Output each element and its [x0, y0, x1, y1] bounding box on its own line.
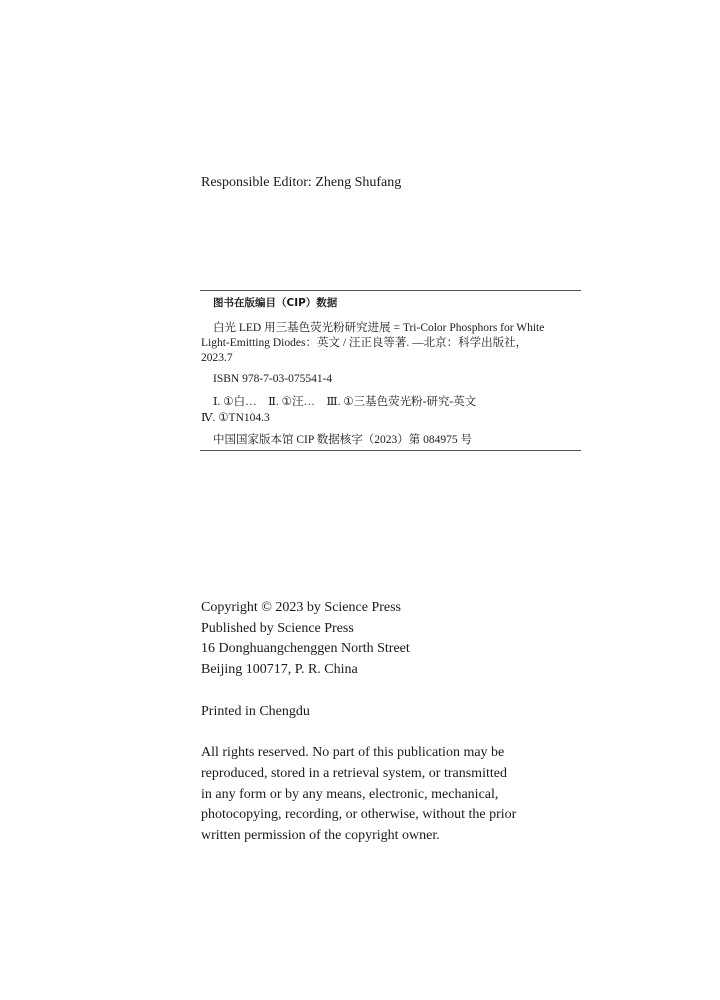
- rights-line: written permission of the copyright owner.: [201, 828, 440, 843]
- cip-isbn: ISBN 978-7-03-075541-4: [213, 373, 333, 385]
- responsible-editor-credit: Responsible Editor: Zheng Shufang: [201, 175, 402, 190]
- copyright-line: Copyright © 2023 by Science Press: [201, 600, 402, 615]
- address-line: Beijing 100717, P. R. China: [201, 662, 358, 678]
- cip-heading: 图书在版编目（CIP）数据: [213, 297, 338, 309]
- rights-line: in any form or by any means, electronic, mechanical,: [201, 786, 499, 802]
- cip-record-number: 中国国家版本馆 CIP 数据核字（2023）第 084975 号: [213, 434, 472, 446]
- cip-data-block: [200, 290, 581, 451]
- rights-statement: [201, 743, 516, 847]
- copyright-block: [201, 598, 410, 722]
- rights-line: All rights reserved. No part of this publication may be: [201, 745, 505, 760]
- rights-line: reproduced, stored in a retrieval system, or transmitted: [201, 765, 507, 781]
- cip-classification-line: Ⅳ. ①TN104.3: [201, 412, 270, 424]
- rights-line: photocopying, recording, or otherwise, without the prior: [201, 807, 517, 823]
- publisher-line: Published by Science Press: [201, 620, 354, 636]
- printed-in-line: Printed in Chengdu: [201, 703, 310, 719]
- cip-title-line: 2023.7: [201, 352, 233, 364]
- cip-title-line: 白光 LED 用三基色荧光粉研究进展 = Tri-Color Phosphors for White: [213, 322, 545, 334]
- spacer: [201, 681, 410, 702]
- cip-classification-line: Ⅰ. ①白… Ⅱ. ①汪… Ⅲ. ①三基色荧光粉-研究-英文: [213, 396, 477, 408]
- cip-title-line: Light-Emitting Diodes：英文 / 汪正良等著. —北京：科学出版社，: [201, 337, 528, 349]
- address-line: 16 Donghuangchenggen North Street: [201, 641, 410, 657]
